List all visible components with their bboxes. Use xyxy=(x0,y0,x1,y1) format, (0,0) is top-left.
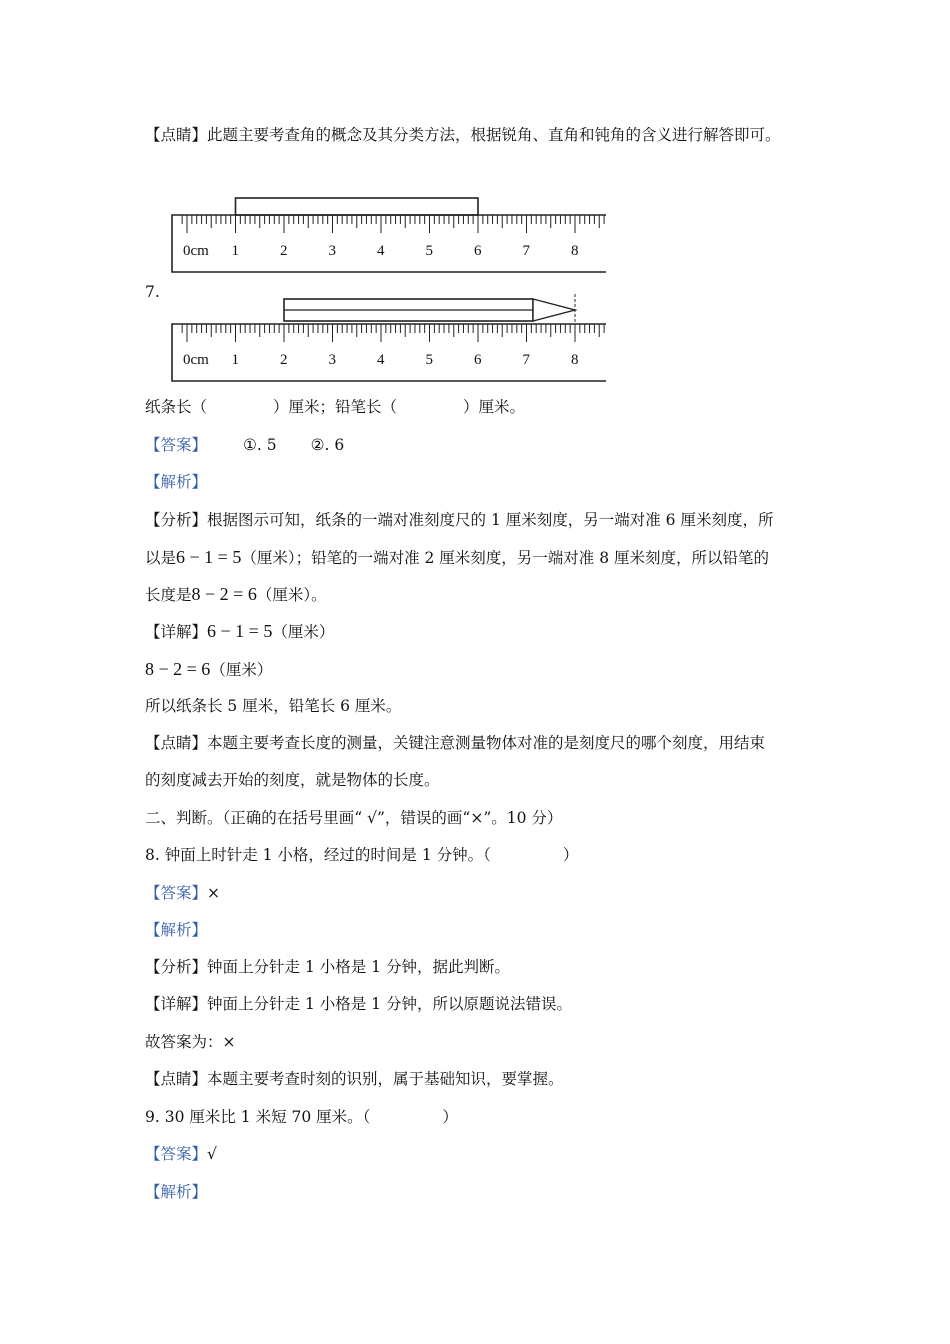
point-text: 本题主要考查长度的测量，关键注意测量物体对准的是刻度尺的哪个刻度，用结束 xyxy=(207,734,766,752)
pencil-tip xyxy=(533,299,575,321)
answer-value: × xyxy=(207,884,221,902)
detail-7-conclusion: 所以纸条长 5 厘米，铅笔长 6 厘米。 xyxy=(145,697,402,715)
fenxi-7-line3 xyxy=(145,583,327,606)
ruler-body xyxy=(172,324,606,381)
unit: （厘米） xyxy=(272,623,335,641)
detail-tag: 【详解】 xyxy=(145,995,208,1013)
equation: 6 − 1 = 5 xyxy=(176,547,242,567)
ruler-with-paper-strip xyxy=(170,193,610,275)
fenxi-7-line1 xyxy=(145,509,773,531)
question-8 xyxy=(145,844,578,866)
answer-value-2: ②. 6 xyxy=(310,436,345,454)
ruler-label: 2 xyxy=(280,243,288,259)
equation: 8 − 2 = 6 xyxy=(145,659,211,679)
ruler-label: 2 xyxy=(280,352,288,368)
unit: （厘米） xyxy=(210,661,273,679)
ruler-with-pencil xyxy=(170,292,610,384)
ruler-label: 3 xyxy=(328,352,336,368)
answer-tag: 【答案】 xyxy=(145,884,208,902)
question-text: 8. 钟面上时针走 1 小格，经过的时间是 1 分钟。（ xyxy=(145,846,491,864)
question-part: ）厘米；铅笔长（ xyxy=(273,398,398,416)
ruler-label: 7 xyxy=(522,352,530,368)
question-7-number: 7. xyxy=(145,283,160,301)
analysis-tag-9: 【解析】 xyxy=(145,1183,208,1201)
ruler-label: 8 xyxy=(571,352,579,368)
fenxi-text: 根据图示可知，纸条的一端对准刻度尺的 1 厘米刻度，另一端对准 6 厘米刻度，所 xyxy=(207,511,774,529)
point-7-line2: 的刻度减去开始的刻度，就是物体的长度。 xyxy=(145,771,440,789)
answer-value: √ xyxy=(207,1145,217,1163)
point-tag: 【点睛】 xyxy=(145,126,208,144)
ruler-label: 3 xyxy=(328,243,336,259)
question-9 xyxy=(145,1106,458,1128)
fenxi-text: 钟面上分针走 1 小格是 1 分钟，据此判断。 xyxy=(207,958,510,976)
pencil xyxy=(284,294,575,324)
ruler-body xyxy=(172,215,606,272)
detail-tag: 【详解】 xyxy=(145,623,208,641)
paper-strip xyxy=(236,198,479,215)
fenxi-tag: 【分析】 xyxy=(145,958,208,976)
detail-7-line2 xyxy=(145,658,272,681)
fenxi-tag: 【分析】 xyxy=(145,511,208,529)
section-2-title: 二、判断。（正确的在括号里画“ √”，错误的画“×”。10 分） xyxy=(145,809,563,827)
point-note-previous xyxy=(145,124,781,146)
fenxi-text: （厘米）。 xyxy=(256,586,327,604)
point-tag: 【点睛】 xyxy=(145,734,208,752)
equation: 8 − 2 = 6 xyxy=(191,584,257,604)
ruler-label: 5 xyxy=(425,352,433,368)
ruler-label: 8 xyxy=(571,243,579,259)
paper-strip-rect xyxy=(236,198,479,215)
ruler-label: 5 xyxy=(425,243,433,259)
ruler-label: 1 xyxy=(231,243,239,259)
ruler-label: 6 xyxy=(474,243,482,259)
equation: 6 − 1 = 5 xyxy=(207,621,273,641)
answer-8 xyxy=(145,882,220,904)
point-tag: 【点睛】 xyxy=(145,1070,208,1088)
answer-7 xyxy=(145,434,344,456)
ruler-label: 4 xyxy=(377,243,385,259)
point-8 xyxy=(145,1068,564,1090)
fenxi-text: 长度是 xyxy=(145,586,192,604)
question-part: ）厘米。 xyxy=(463,398,526,416)
point-text: 此题主要考查角的概念及其分类方法，根据锐角、直角和钝角的含义进行解答即可。 xyxy=(207,126,781,144)
paren-close: ） xyxy=(562,846,579,864)
fenxi-text: 以是 xyxy=(145,549,177,567)
ruler-label: 7 xyxy=(522,243,530,259)
analysis-tag-7: 【解析】 xyxy=(145,473,208,491)
fenxi-8 xyxy=(145,956,510,978)
answer-value-1: ①. 5 xyxy=(243,436,277,454)
point-7-line1 xyxy=(145,732,765,754)
question-part: 纸条长（ xyxy=(145,398,208,416)
answer-tag: 【答案】 xyxy=(145,436,208,454)
ruler-label: 0cm xyxy=(183,243,209,259)
paren-close: ） xyxy=(442,1108,458,1126)
detail-7-line1 xyxy=(145,620,334,643)
answer-tag: 【答案】 xyxy=(145,1145,208,1163)
fenxi-text: （厘米）；铅笔的一端对准 2 厘米刻度，另一端对准 8 厘米刻度，所以铅笔的 xyxy=(241,549,770,567)
ruler-label: 0cm xyxy=(183,352,209,368)
detail-text: 钟面上分针走 1 小格是 1 分钟，所以原题说法错误。 xyxy=(207,995,572,1013)
ruler-label: 6 xyxy=(474,352,482,368)
ruler-label: 1 xyxy=(231,352,239,368)
detail-8 xyxy=(145,993,572,1015)
analysis-tag-8: 【解析】 xyxy=(145,921,208,939)
answer-9 xyxy=(145,1143,217,1165)
final-answer-8: 故答案为：× xyxy=(145,1033,236,1051)
point-text: 本题主要考查时刻的识别，属于基础知识，要掌握。 xyxy=(207,1070,564,1088)
ruler-label: 4 xyxy=(377,352,385,368)
question-7-text xyxy=(145,396,525,418)
question-text: 9. 30 厘米比 1 米短 70 厘米。（ xyxy=(145,1108,371,1126)
fenxi-7-line2 xyxy=(145,546,769,569)
